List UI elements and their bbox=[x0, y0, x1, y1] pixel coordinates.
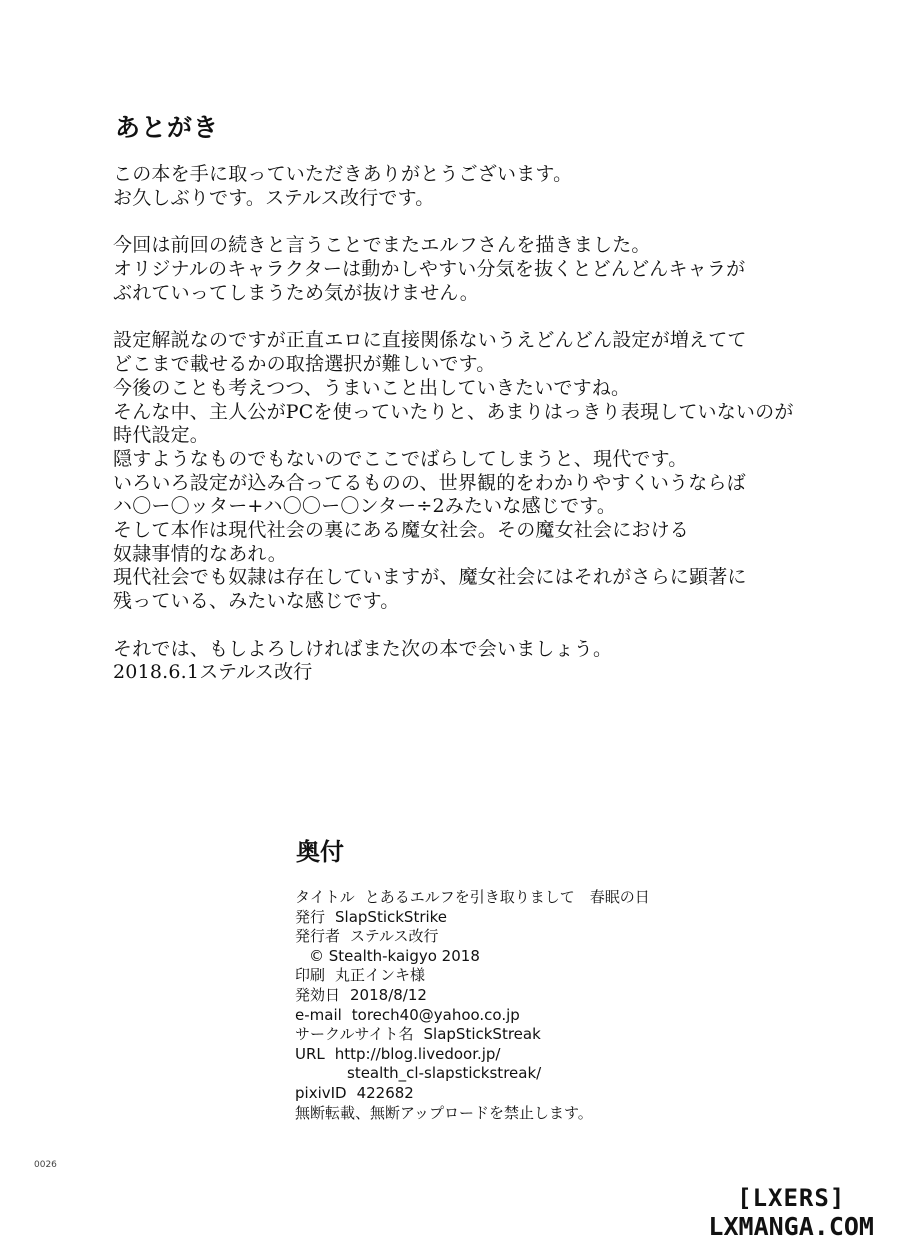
watermark-line-2: LXMANGA.COM bbox=[708, 1212, 874, 1241]
afterword-line: お久しぶりです。ステルス改行です。 bbox=[113, 186, 435, 209]
circle-value: SlapStickStreak bbox=[423, 1025, 541, 1044]
afterword-line: この本を手に取っていただきありがとうございます。 bbox=[113, 163, 573, 185]
printer-value: 丸正インキ様 bbox=[335, 966, 426, 985]
date-label: 発効日 bbox=[295, 985, 341, 1004]
afterword-body bbox=[113, 163, 853, 685]
afterword-line: 時代設定。 bbox=[113, 424, 210, 447]
page-number: 0026 bbox=[34, 1160, 57, 1170]
title-label: タイトル bbox=[295, 888, 355, 906]
afterword-line: 残っている、みたいな感じです。 bbox=[113, 590, 400, 612]
colophon bbox=[295, 888, 650, 1123]
colophon-author-row bbox=[295, 927, 650, 947]
url-continuation: stealth_cl-slapstickstreak/ bbox=[347, 1064, 542, 1083]
url-label: URL bbox=[295, 1044, 325, 1063]
afterword-line: 現代社会でも奴隷は存在していますが、魔女社会にはそれがさらに顕著に bbox=[113, 566, 747, 589]
printer-label: 印刷 bbox=[295, 966, 326, 985]
afterword-line: 今後のことも考えつつ、うまいこと出していきたいですね。 bbox=[113, 376, 631, 399]
title-value: とあるエルフを引き取りまして 春眠の日 bbox=[364, 888, 650, 906]
publisher-value: SlapStickStrike bbox=[335, 907, 448, 926]
afterword-signature: 2018.6.1ステルス改行 bbox=[113, 661, 313, 684]
colophon-email-row bbox=[295, 1006, 650, 1026]
afterword-line: 隠すようなものでもないのでここでばらしてしまうと、現代です。 bbox=[113, 447, 688, 470]
afterword-line: いろいろ設定が込み合ってるものの、世界観的をわかりやすくいうならば bbox=[113, 471, 746, 494]
afterword-line: そんな中、主人公がPCを使っていたりと、あまりはっきり表現していないのが bbox=[113, 400, 794, 423]
pixiv-label: pixivID bbox=[295, 1083, 347, 1102]
paragraph-gap bbox=[113, 614, 853, 638]
url-value: http://blog.livedoor.jp/ bbox=[334, 1044, 501, 1063]
colophon-title-row bbox=[295, 888, 650, 908]
colophon-circle-row bbox=[295, 1025, 650, 1045]
afterword-line: 設定解説なのですが正直エロに直接関係ないうえどんどん設定が増えてて bbox=[113, 329, 747, 352]
colophon-publisher-row bbox=[295, 908, 650, 928]
colophon-heading: 奥付 bbox=[296, 838, 344, 866]
afterword-line: 奴隷事情的なあれ。 bbox=[113, 542, 287, 565]
watermark-logo bbox=[708, 1186, 874, 1239]
paragraph-gap bbox=[113, 305, 853, 329]
email-value: torech40@yahoo.co.jp bbox=[351, 1005, 520, 1024]
copyright-line: © Stealth-kaigyo 2018 bbox=[309, 946, 480, 965]
afterword-line: そして本作は現代社会の裏にある魔女社会。その魔女社会における bbox=[113, 518, 690, 541]
afterword-line: どこまで載せるかの取捨選択が難しいです。 bbox=[113, 353, 496, 376]
author-value: ステルス改行 bbox=[350, 927, 439, 946]
reprint-notice: 無断転載、無断アップロードを禁止します。 bbox=[295, 1103, 593, 1122]
afterword-line: オリジナルのキャラクターは動かしやすい分気を抜くとどんどんキャラが bbox=[113, 258, 746, 281]
pixiv-value: 422682 bbox=[356, 1083, 414, 1102]
colophon-date-row bbox=[295, 986, 650, 1006]
afterword-line: 今回は前回の続きと言うことでまたエルフさんを描きました。 bbox=[113, 234, 651, 257]
afterword-line: それでは、もしよろしければまた次の本で会いましょう。 bbox=[113, 637, 613, 660]
afterword-heading: あとがき bbox=[115, 113, 220, 142]
afterword-line: ハ〇ー〇ッター+ハ〇〇ー〇ンター÷2みたいな感じです。 bbox=[113, 495, 617, 518]
circle-label: サークルサイト名 bbox=[295, 1025, 414, 1044]
colophon-url-row bbox=[295, 1045, 650, 1065]
colophon-pixiv-row bbox=[295, 1084, 650, 1104]
colophon-printer-row bbox=[295, 966, 650, 986]
date-value: 2018/8/12 bbox=[350, 985, 427, 1004]
afterword-line: ぶれていってしまうため気が抜けません。 bbox=[113, 281, 479, 304]
publisher-label: 発行 bbox=[295, 907, 326, 926]
email-label: e-mail bbox=[295, 1005, 342, 1024]
paragraph-gap bbox=[113, 210, 853, 234]
author-label: 発行者 bbox=[295, 927, 341, 946]
watermark-line-1: [LXERS] bbox=[737, 1184, 846, 1212]
